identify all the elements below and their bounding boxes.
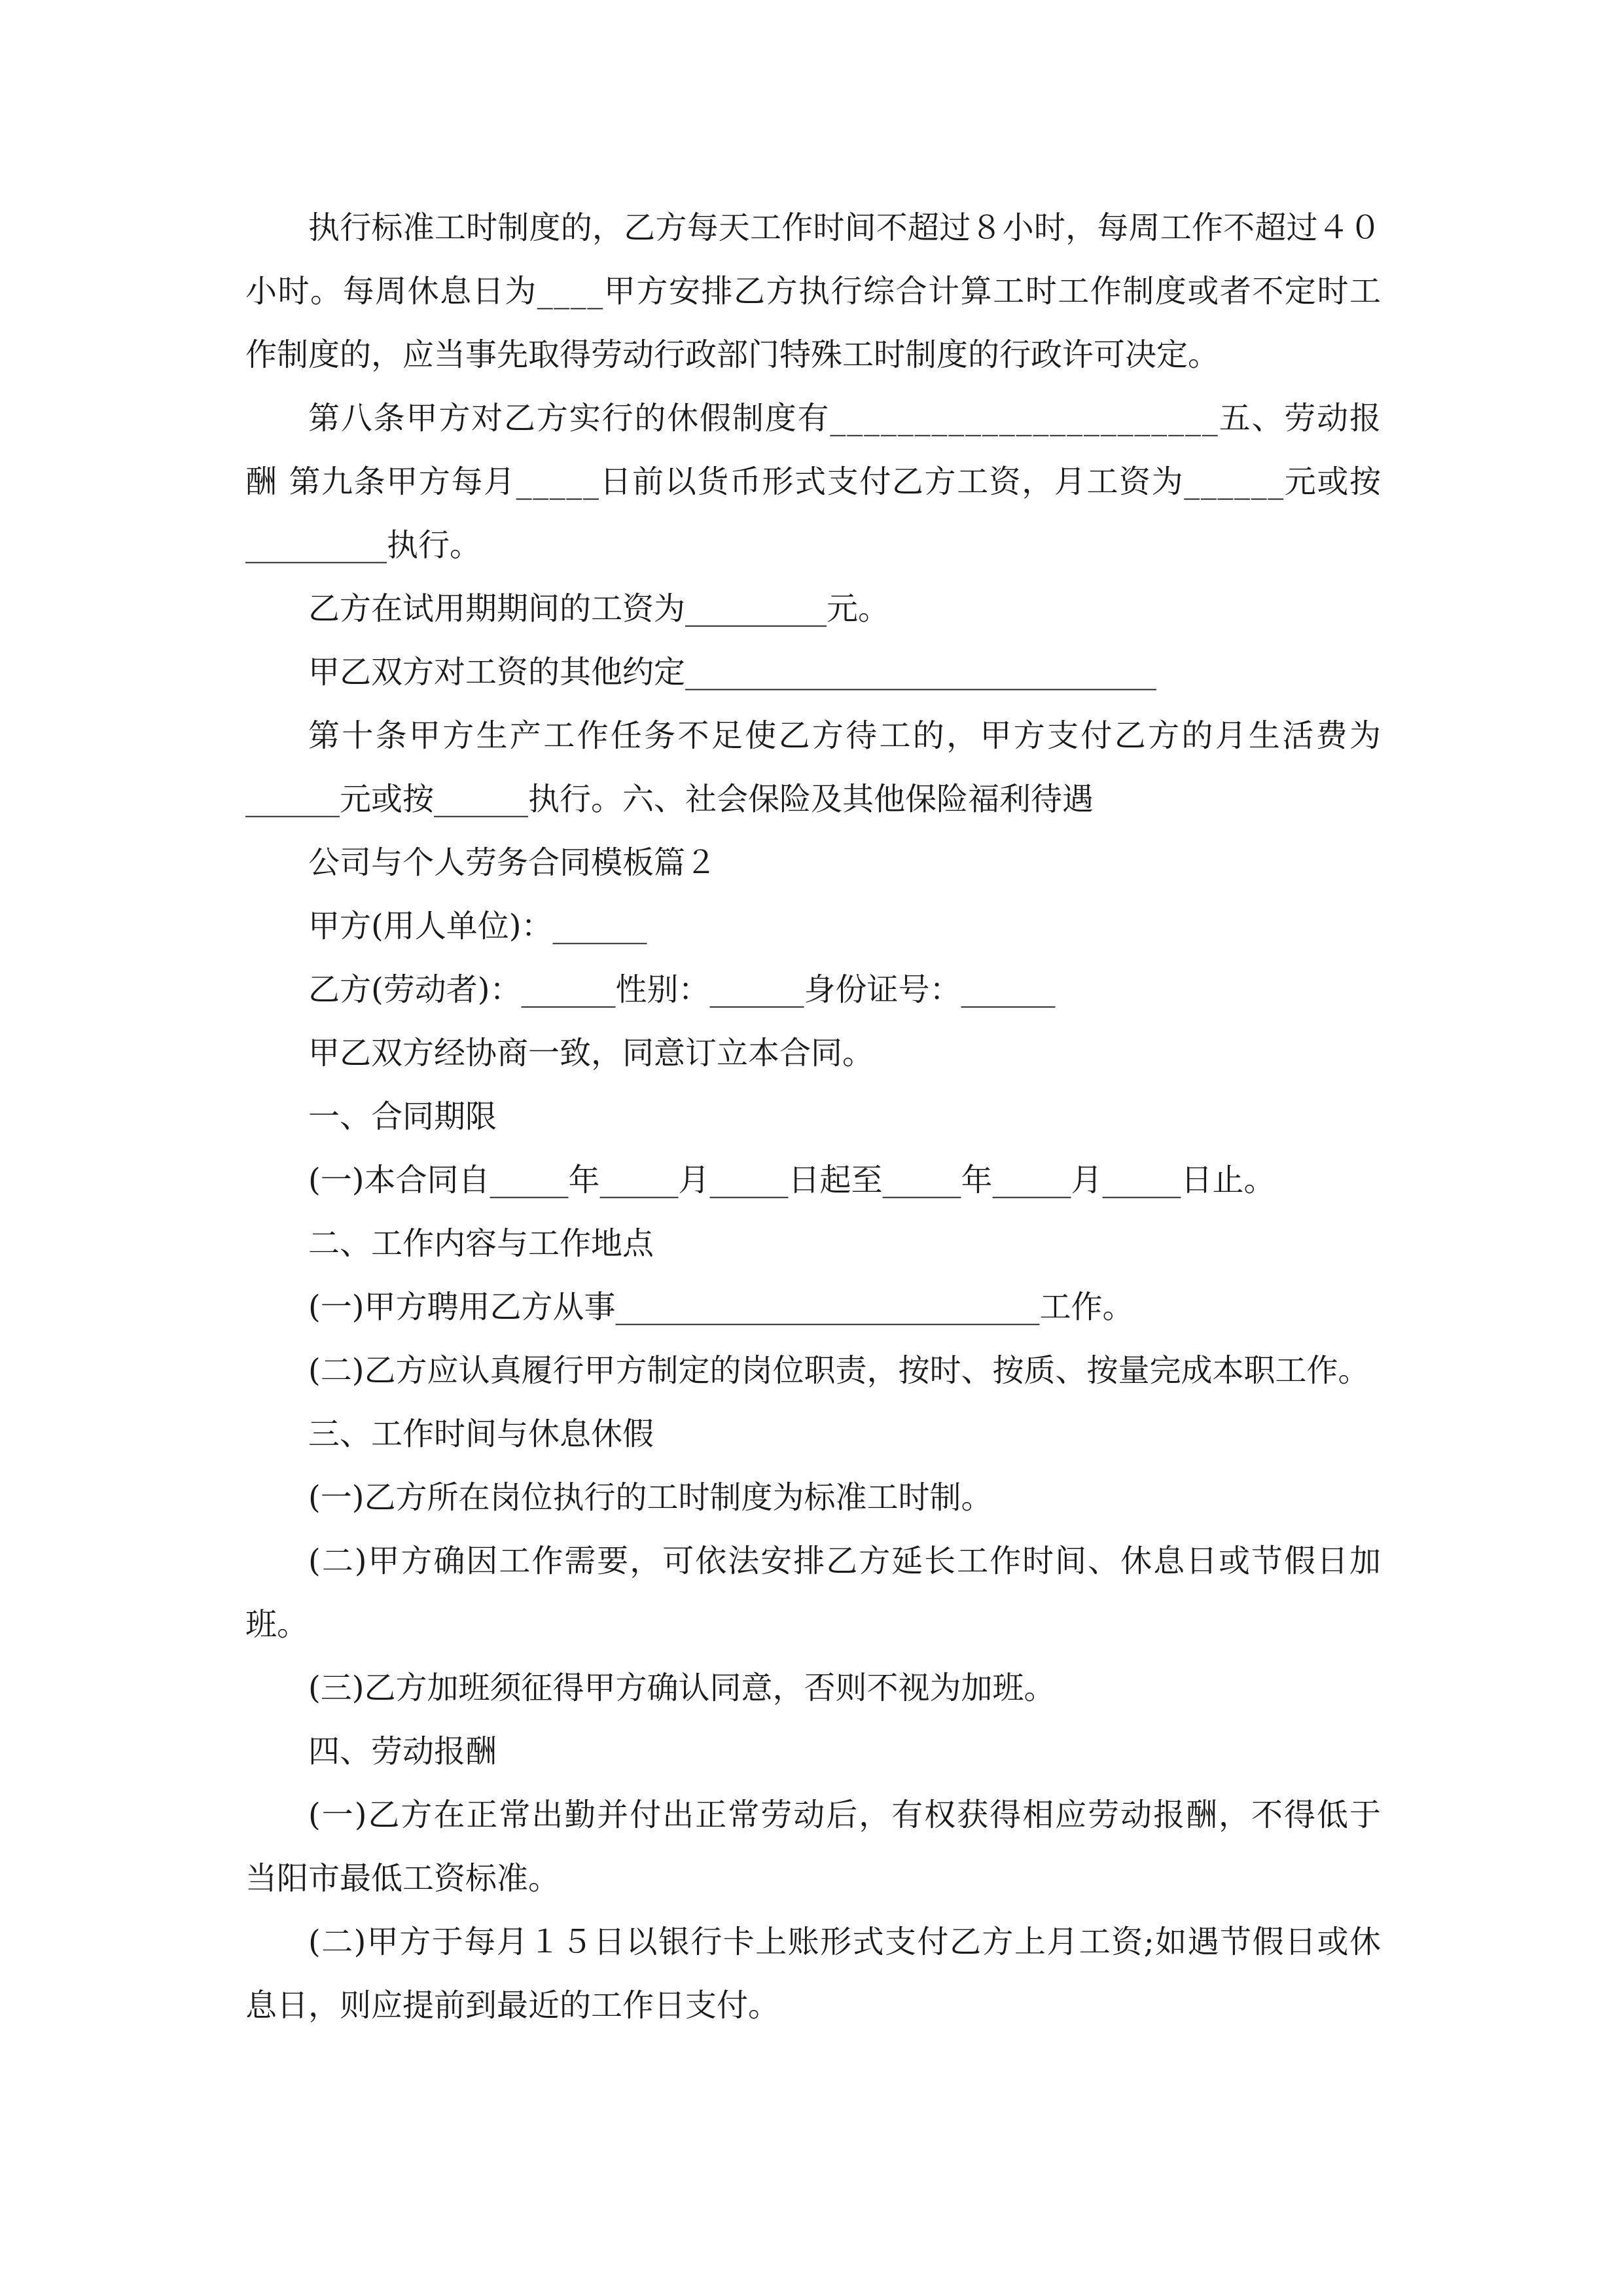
text-line (245, 1276, 1381, 1339)
text-line (245, 831, 1381, 895)
line-text: _________执行。 (245, 527, 482, 564)
line-text: 公司与个人劳务合同模板篇２ (308, 844, 717, 881)
text-line (245, 1657, 1381, 1720)
line-text: (三)乙方加班须征得甲方确认同意，否则不视为加班。 (308, 1670, 1056, 1706)
text-line (245, 450, 1381, 514)
text-line (245, 387, 1381, 450)
line-text: 乙方(劳动者)：______性别：______身份证号：______ (308, 971, 1056, 1008)
text-line (245, 1720, 1381, 1784)
line-text: (二)甲方确因工作需要，可依法安排乙方延长工作时间、休息日或节假日加 (308, 1543, 1382, 1579)
text-line (245, 1593, 1381, 1657)
text-line (245, 1530, 1381, 1593)
text-line (245, 1212, 1381, 1276)
text-line (245, 1085, 1381, 1149)
text-line (245, 323, 1381, 387)
text-line (245, 260, 1381, 323)
text-line (245, 196, 1381, 260)
line-text: 三、工作时间与休息休假 (308, 1416, 654, 1452)
line-text: 一、合同期限 (308, 1098, 497, 1135)
line-text: (一)甲方聘用乙方从事___________________________工作。 (308, 1289, 1134, 1325)
line-text: 当阳市最低工资标准。 (245, 1860, 560, 1897)
line-text: 班。 (245, 1606, 309, 1643)
text-line (245, 1149, 1381, 1212)
text-line (245, 1339, 1381, 1403)
document-body (245, 196, 1381, 2037)
text-line (245, 514, 1381, 577)
line-text: 息日，则应提前到最近的工作日支付。 (245, 1987, 780, 2024)
line-text: 酬 第九条甲方每月_____日前以货币形式支付乙方工资，月工资为______元或按 (245, 463, 1382, 500)
line-text: 甲乙双方经协商一致，同意订立本合同。 (308, 1035, 874, 1071)
line-text: 小时。每周休息日为____甲方安排乙方执行综合计算工时工作制度或者不定时工 (245, 273, 1382, 310)
text-line (245, 1466, 1381, 1530)
line-text: 甲方(用人单位)：______ (308, 908, 647, 944)
line-text: (一)乙方在正常出勤并付出正常劳动后，有权获得相应劳动报酬，不得低于 (308, 1797, 1382, 1833)
text-line (245, 1974, 1381, 2037)
text-line (245, 641, 1381, 704)
text-line (245, 1403, 1381, 1466)
line-text: (二)乙方应认真履行甲方制定的岗位职责，按时、按质、按量完成本职工作。 (308, 1352, 1370, 1389)
text-line (245, 704, 1381, 768)
text-line (245, 958, 1381, 1022)
line-text: (一)乙方所在岗位执行的工时制度为标准工时制。 (308, 1479, 993, 1516)
line-text: ______元或按______执行。六、社会保险及其他保险福利待遇 (245, 781, 1094, 817)
line-text: 第八条甲方对乙方实行的休假制度有_______________________五、劳动报 (308, 400, 1382, 437)
line-text: 甲乙双方对工资的其他约定______________________________ (308, 654, 1157, 691)
text-line (245, 1784, 1381, 1847)
text-line (245, 577, 1381, 641)
line-text: 乙方在试用期期间的工资为_________元。 (308, 590, 890, 627)
text-line (245, 768, 1381, 831)
line-text: (一)本合同自_____年_____月_____日起至_____年_____月_____日止。 (308, 1162, 1275, 1198)
line-text: (二)甲方于每月１５日以银行卡上账形式支付乙方上月工资;如遇节假日或休 (308, 1924, 1382, 1960)
text-line (245, 1847, 1381, 1910)
line-text: 第十条甲方生产工作任务不足使乙方待工的，甲方支付乙方的月生活费为 (308, 717, 1383, 754)
line-text: 四、劳动报酬 (308, 1733, 497, 1770)
line-text: 作制度的，应当事先取得劳动行政部门特殊工时制度的行政许可决定。 (245, 336, 1220, 373)
line-text: 执行标准工时制度的，乙方每天工作时间不超过８小时，每周工作不超过４０ (308, 209, 1382, 246)
line-text: 二、工作内容与工作地点 (308, 1225, 654, 1262)
text-line (245, 1910, 1381, 1974)
text-line (245, 895, 1381, 958)
text-line (245, 1022, 1381, 1085)
